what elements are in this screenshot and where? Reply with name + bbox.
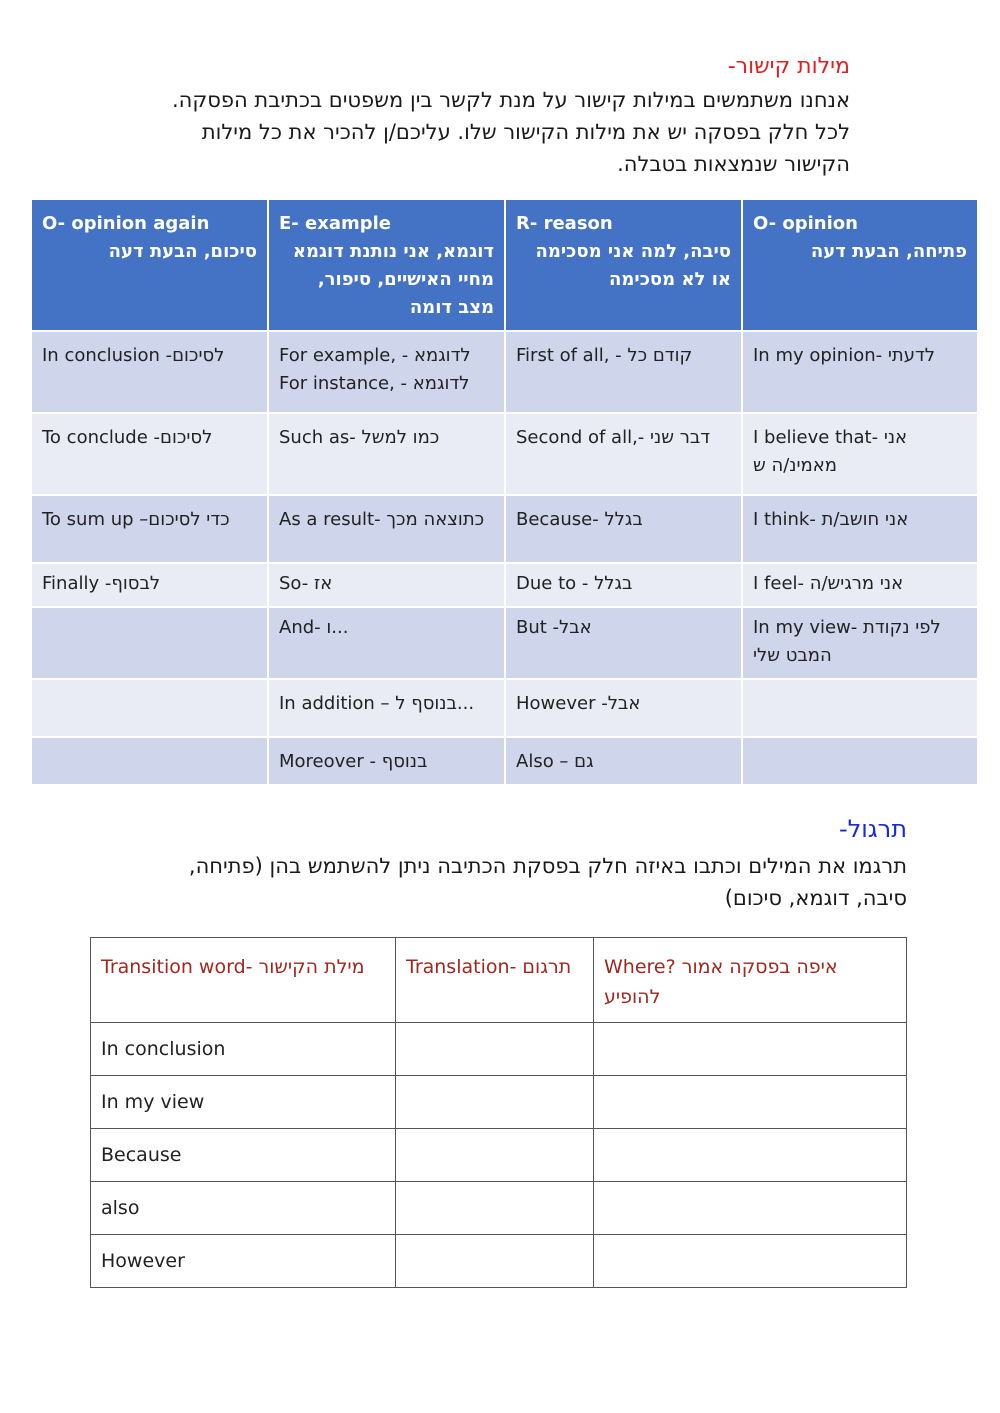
- header-en: O- opinion again: [42, 213, 210, 234]
- table-cell: And- ו...: [268, 607, 505, 679]
- table-header-row: [31, 199, 978, 331]
- table-cell: As a result- כתוצאה מכך: [268, 495, 505, 563]
- table-cell: [742, 737, 978, 785]
- table-cell: However -אבל: [505, 679, 742, 737]
- header-example: [268, 199, 505, 331]
- word-cell: also: [91, 1182, 396, 1235]
- header-en: R- reason: [516, 213, 613, 234]
- connectors-table: [30, 198, 979, 786]
- table-row: [91, 1235, 907, 1288]
- word-cell: In conclusion: [91, 1023, 396, 1076]
- word-cell: In my view: [91, 1076, 396, 1129]
- exercise-title: תרגול-: [838, 815, 907, 843]
- where-cell[interactable]: [594, 1182, 907, 1235]
- header-he: סיבה, למה אני מסכימה או לא מסכימה: [535, 241, 731, 290]
- header-transition-word: Transition word- מילת הקישור: [91, 938, 396, 1023]
- table-row: [91, 1023, 907, 1076]
- table-cell: I feel- אני מרגיש/ה: [742, 563, 978, 607]
- translation-cell[interactable]: [396, 1076, 594, 1129]
- exercise-instructions: תרגמו את המילים וכתבו באיזה חלק בפסקת הכתיבה ניתן להשתמש בהן (פתיחה, סיבה, דוגמא, סיכום): [188, 854, 907, 910]
- header-he: פתיחה, הבעת דעה: [810, 241, 967, 262]
- word-cell: Because: [91, 1129, 396, 1182]
- table-row: [91, 1182, 907, 1235]
- where-cell[interactable]: [594, 1023, 907, 1076]
- table-cell: To conclude -לסיכום: [31, 413, 268, 495]
- table-header-row: [91, 938, 907, 1023]
- header-opinion-again: [31, 199, 268, 331]
- table-cell: [31, 607, 268, 679]
- exercise-table: [90, 937, 907, 1288]
- translation-cell[interactable]: [396, 1129, 594, 1182]
- table-row: [91, 1076, 907, 1129]
- section-title: מילות קישור-: [727, 54, 850, 79]
- table-cell: Finally -לבסוף: [31, 563, 268, 607]
- table-cell: Due to - בגלל: [505, 563, 742, 607]
- table-cell: [742, 679, 978, 737]
- header-he: דוגמא, אני נותנת דוגמא מחיי האישיים, סיפור, מצב דומה: [292, 241, 494, 318]
- table-cell: [31, 737, 268, 785]
- table-cell: In addition – בנוסף ל...: [268, 679, 505, 737]
- header-he: סיכום, הבעת דעה: [108, 241, 257, 262]
- table-cell: In my view- לפי נקודת המבט שלי: [742, 607, 978, 679]
- table-row: [31, 413, 978, 495]
- table-cell: To sum up –כדי לסיכום: [31, 495, 268, 563]
- table-cell: In conclusion -לסיכום: [31, 331, 268, 413]
- table-cell: I believe that- אני מאמינ/ה ש: [742, 413, 978, 495]
- header-where: Where? איפה בפסקה אמור להופיע: [594, 938, 907, 1023]
- table-cell: First of all, - קודם כל: [505, 331, 742, 413]
- translation-cell[interactable]: [396, 1182, 594, 1235]
- table-cell: For example, - לדוגמא For instance, - לדוגמא: [268, 331, 505, 413]
- table-cell: But -אבל: [505, 607, 742, 679]
- table-row: [91, 1129, 907, 1182]
- where-cell[interactable]: [594, 1129, 907, 1182]
- intro-paragraph: אנחנו משתמשים במילות קישור על מנת לקשר בין משפטים בכתיבת הפסקה. לכל חלק בפסקה יש את מילות הקישור שלו. עליכם/ן להכיר את כל מילות הקישור שנמצאות בטבלה.: [172, 88, 850, 176]
- table-row: [31, 679, 978, 737]
- table-cell: So- אז: [268, 563, 505, 607]
- header-translation: Translation- תרגום: [396, 938, 594, 1023]
- header-opinion: [742, 199, 978, 331]
- table-row: [31, 495, 978, 563]
- header-reason: [505, 199, 742, 331]
- table-row: [31, 331, 978, 413]
- word-cell: However: [91, 1235, 396, 1288]
- table-cell: In my opinion- לדעתי: [742, 331, 978, 413]
- header-en: O- opinion: [753, 213, 858, 234]
- table-cell: [31, 679, 268, 737]
- table-cell: Such as- כמו למשל: [268, 413, 505, 495]
- header-en: E- example: [279, 213, 392, 234]
- table-row: [31, 563, 978, 607]
- table-cell: I think- אני חושב/ת: [742, 495, 978, 563]
- where-cell[interactable]: [594, 1076, 907, 1129]
- table-cell: Second of all,- דבר שני: [505, 413, 742, 495]
- table-cell: Because- בגלל: [505, 495, 742, 563]
- table-cell: Also – גם: [505, 737, 742, 785]
- table-row: [31, 607, 978, 679]
- table-row: [31, 737, 978, 785]
- where-cell[interactable]: [594, 1235, 907, 1288]
- translation-cell[interactable]: [396, 1235, 594, 1288]
- table-cell: Moreover - בנוסף: [268, 737, 505, 785]
- translation-cell[interactable]: [396, 1023, 594, 1076]
